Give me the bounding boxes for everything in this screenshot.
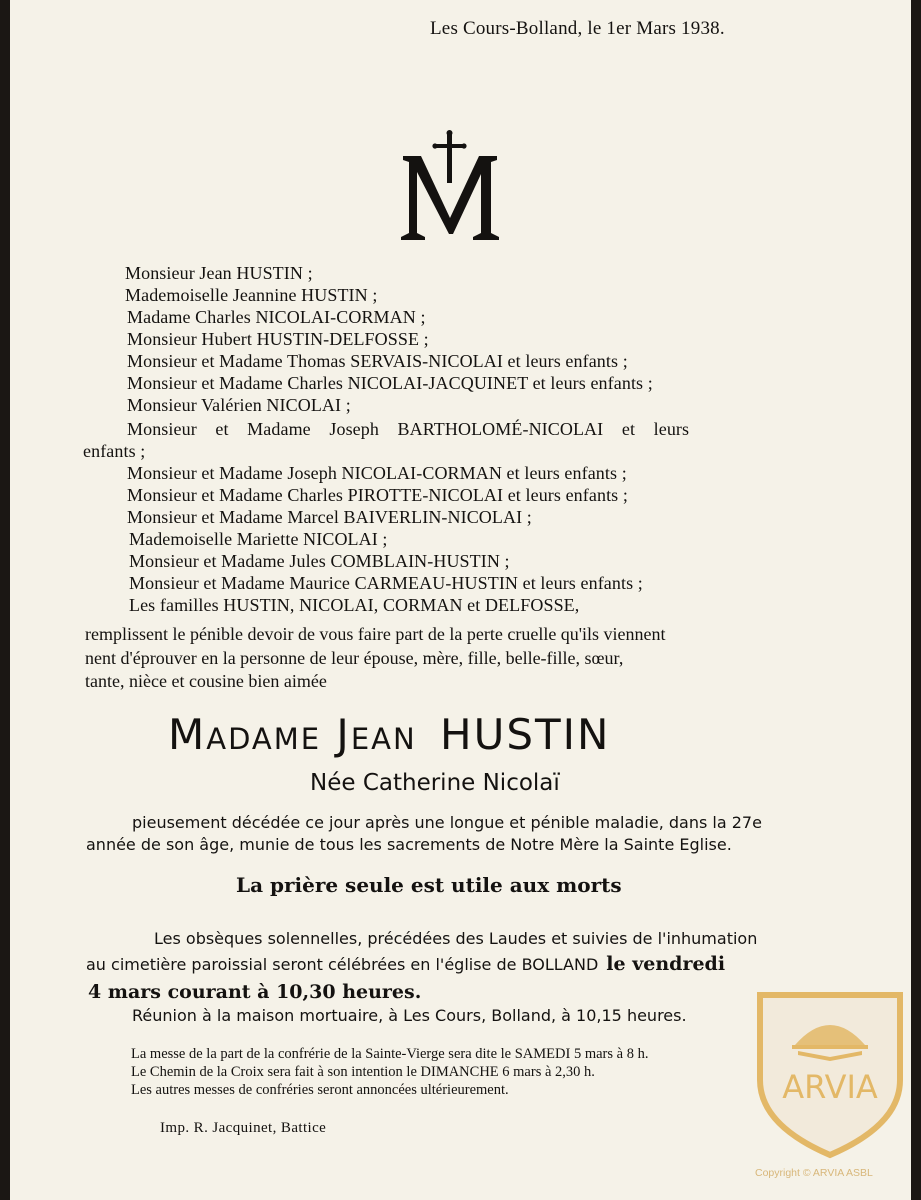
- marian-monogram-icon: [395, 130, 505, 245]
- deceased-name-part1: Madame Jean: [168, 710, 417, 759]
- family-line: Monsieur et Madame Jules COMBLAIN-HUSTIN ;: [129, 551, 510, 571]
- funeral-datetime: 4 mars courant à 10,30 heures.: [88, 981, 422, 1003]
- deceased-name-part2: HUSTIN: [440, 710, 611, 759]
- family-line: Monsieur et Madame Joseph NICOLAI-CORMAN et leurs enfants ;: [127, 463, 627, 483]
- death-notice-line: année de son âge, munie de tous les sacrements de Notre Mère la Sainte Eglise.: [86, 835, 732, 854]
- death-notice-line: pieusement décédée ce jour après une longue et pénible maladie, dans la 27e: [132, 813, 762, 832]
- family-line: Monsieur Valérien NICOLAI ;: [127, 395, 351, 415]
- family-line: Monsieur et Madame Charles NICOLAI-JACQUINET et leurs enfants ;: [127, 373, 653, 393]
- mass-line: Le Chemin de la Croix sera fait à son intention le DIMANCHE 6 mars à 2,30 h.: [131, 1064, 595, 1080]
- family-line: Mademoiselle Mariette NICOLAI ;: [129, 529, 388, 549]
- arvia-shield-icon: [750, 985, 910, 1160]
- family-line: Monsieur et Madame Thomas SERVAIS-NICOLAI et leurs enfants ;: [127, 351, 628, 371]
- family-line: enfants ;: [83, 441, 146, 461]
- family-line: Les familles HUSTIN, NICOLAI, CORMAN et DELFOSSE,: [129, 595, 580, 615]
- family-line: Monsieur et Madame Maurice CARMEAU-HUSTIN et leurs enfants ;: [129, 573, 643, 593]
- copyright-notice: Copyright © ARVIA ASBL: [755, 1167, 873, 1179]
- funeral-line: Réunion à la maison mortuaire, à Les Cours, Bolland, à 10,15 heures.: [132, 1006, 687, 1025]
- family-line: Monsieur et Madame Marcel BAIVERLIN-NICOLAI ;: [127, 507, 532, 527]
- mass-line: Les autres messes de confréries seront annoncées ultérieurement.: [131, 1082, 509, 1098]
- funeral-line: Les obsèques solennelles, précédées des Laudes et suivies de l'inhumation: [154, 929, 758, 948]
- obituary-card: [10, 0, 911, 1200]
- maiden-name: Née Catherine Nicolaï: [310, 770, 560, 796]
- funeral-line: [86, 953, 725, 975]
- watermark-text: ARVIA: [782, 1068, 878, 1106]
- family-line: Monsieur Hubert HUSTIN-DELFOSSE ;: [127, 329, 429, 349]
- family-line: Mademoiselle Jeannine HUSTIN ;: [125, 285, 378, 305]
- family-line: Monsieur et Madame Joseph BARTHOLOMÉ-NICOLAI et leurs: [127, 419, 690, 439]
- announcement-line: remplissent le pénible devoir de vous faire part de la perte cruelle qu'ils viennent: [85, 624, 666, 644]
- printer-credit: Imp. R. Jacquinet, Battice: [160, 1120, 327, 1136]
- family-line: Monsieur Jean HUSTIN ;: [125, 263, 313, 283]
- family-line: Madame Charles NICOLAI-CORMAN ;: [127, 307, 426, 327]
- dateline: Les Cours-Bolland, le 1er Mars 1938.: [430, 18, 725, 39]
- funeral-line-text: au cimetière paroissial seront célébrées en l'église de BOLLAND: [86, 955, 599, 974]
- mass-line: La messe de la part de la confrérie de la Sainte-Vierge sera dite le SAMEDI 5 mars à 8 h.: [131, 1046, 649, 1062]
- prayer-heading: La prière seule est utile aux morts: [236, 873, 622, 897]
- family-line: Monsieur et Madame Charles PIROTTE-NICOLAI et leurs enfants ;: [127, 485, 628, 505]
- announcement-line: tante, nièce et cousine bien aimée: [85, 671, 327, 691]
- funeral-day: le vendredi: [606, 953, 726, 975]
- deceased-name: [168, 710, 610, 759]
- announcement-line: nent d'éprouver en la personne de leur épouse, mère, fille, belle-fille, sœur,: [85, 648, 624, 668]
